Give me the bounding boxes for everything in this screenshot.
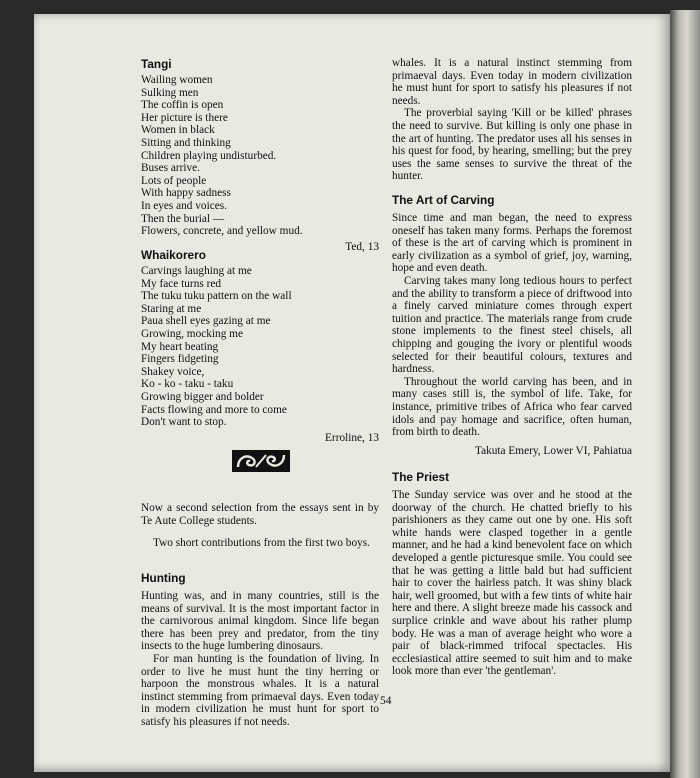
poem-line: Buses arrive. — [141, 162, 200, 175]
poem-line: Ko - ko - taku - taku — [141, 378, 234, 391]
intro-paragraph: Two short contributions from the first two boys. — [153, 537, 370, 550]
poem-line: My face turns red — [141, 277, 221, 290]
essay-title: The Priest — [392, 470, 450, 484]
poem-whaikorero — [141, 248, 379, 444]
poem-author: Erroline, 13 — [325, 431, 379, 444]
essay-paragraph: Carving takes many long tedious hours to perfect and the ability to transform a piece of driftwood into a finely carved miniature comes through expert tuition and practice. The materials range from crude stone implements to the finest steel chisels, all chipping and gouging the ivory or plentiful woods selected for their beautiful colours, textures and hardness. — [392, 274, 632, 376]
poem-title: Tangi — [141, 57, 172, 71]
poem-line: Then the burial — — [141, 212, 225, 225]
poem-line: Facts flowing and more to come — [141, 403, 287, 416]
essay-paragraph: Since time and man began, the need to express oneself has taken many forms. Perhaps the foremost of these is the art of carving which is prominent in early civilization as a symbol of grief, joy, warning, hope and even death. — [392, 212, 632, 275]
poem-line: Growing bigger and bolder — [141, 390, 264, 403]
essay-paragraph: For man hunting is the foundation of living. In order to live he must hunt the tiny herring or harpoon the monstrous whales. It is a natural instinct stemming from primaeval days. Even today in modern civilization he must hunt for sport to satisfy his pleasures if not needs. — [141, 652, 379, 728]
poem-lines — [141, 265, 379, 429]
essay-priest — [392, 470, 632, 678]
poem-lines — [141, 74, 379, 238]
poem-line: Paua shell eyes gazing at me — [141, 315, 271, 328]
poem-line: Children playing undisturbed. — [141, 149, 277, 162]
essay-title: The Art of Carving — [392, 193, 495, 207]
poem-line: Her picture is there — [141, 111, 228, 124]
poem-author: Ted, 13 — [345, 240, 379, 253]
essay-author: Takuta Emery, Lower VI, Pahiatua — [475, 444, 632, 457]
poem-line: Growing, mocking me — [141, 327, 243, 340]
poem-line: Women in black — [141, 124, 215, 137]
poem-title: Whaikorero — [141, 248, 206, 262]
essay-paragraph: Throughout the world carving has been, and in many cases still is, the symbol of life. Take, for instance, primitive tribes of Africa who fear carved idols and pay homage and sacrifice, often human, from birth to death. — [392, 375, 632, 439]
poem-line: Sitting and thinking — [141, 136, 231, 149]
poem-line: Sulking men — [141, 86, 199, 99]
poem-line: In eyes and voices. — [141, 199, 227, 212]
poem-line: Shakey voice, — [141, 365, 205, 378]
essay-paragraph: Hunting was, and in many countries, still is the means of survival. It is the most important factor in the carnivorous animal kingdom. Since life began there has been prey and predator, from the tiny insects to the huge lumbering dinosaurs. — [141, 590, 379, 653]
poem-line: With happy sadness — [141, 187, 231, 200]
poem-line: Don't want to stop. — [141, 416, 227, 429]
essay-paragraph-continued: whales. It is a natural instinct stemming from primaeval days. Even today in modern civilization he must hunt for sport to satisfy his pleasures if not needs. — [392, 57, 632, 107]
essay-paragraph: The Sunday service was over and he stood at the doorway of the church. He chatted briefly to his parishioners as they came out one by one. His soft white hands were clasped together in a gentle manner, and he had a kind benevolent face on which developed a gentle picturesque smile. You could see that he was getting a little bald but had sufficient hair to cover the hairless patch. It was shiny black hair, well groomed, but with a few tints of white hair here and there. A slight breeze made his cassock and surplice crinkle and wave about his rather plump body. He was a man of average height who wore a pair of black-rimmed trifocal spectacles. His ecclesiastical attire seemed to suit him and to make look more than ever 'the gentleman'. — [392, 489, 632, 678]
intro-paragraph: Now a second selection from the essays sent in by Te Aute College students. — [141, 502, 379, 527]
hunting-continued — [392, 57, 632, 183]
essay-hunting — [141, 571, 379, 728]
book-edge — [670, 10, 700, 778]
poem-line: My heart beating — [141, 340, 219, 353]
koru-ornament-icon — [232, 450, 290, 472]
page-number: 54 — [380, 695, 392, 707]
poem-line: The coffin is open — [141, 99, 224, 112]
essay-paragraph: The proverbial saying 'Kill or be killed' phrases the need to survive. But killing is only one phase in the art of hunting. The predator uses all his senses in his quest for food, by hearing, smelling; but the prey uses the same senses to survive the threat of the hunter. — [392, 107, 632, 183]
intro-section — [141, 502, 379, 550]
poem-line: The tuku tuku pattern on the wall — [141, 290, 292, 303]
poem-line: Fingers fidgeting — [141, 353, 219, 366]
poem-tangi — [141, 57, 379, 253]
poem-line: Lots of people — [141, 174, 207, 187]
poem-line: Staring at me — [141, 302, 202, 315]
poem-line: Wailing women — [141, 74, 213, 86]
essay-carving — [392, 193, 632, 457]
essay-title: Hunting — [141, 571, 186, 585]
poem-line: Carvings laughing at me — [141, 265, 252, 277]
poem-line: Flowers, concrete, and yellow mud. — [141, 225, 303, 238]
